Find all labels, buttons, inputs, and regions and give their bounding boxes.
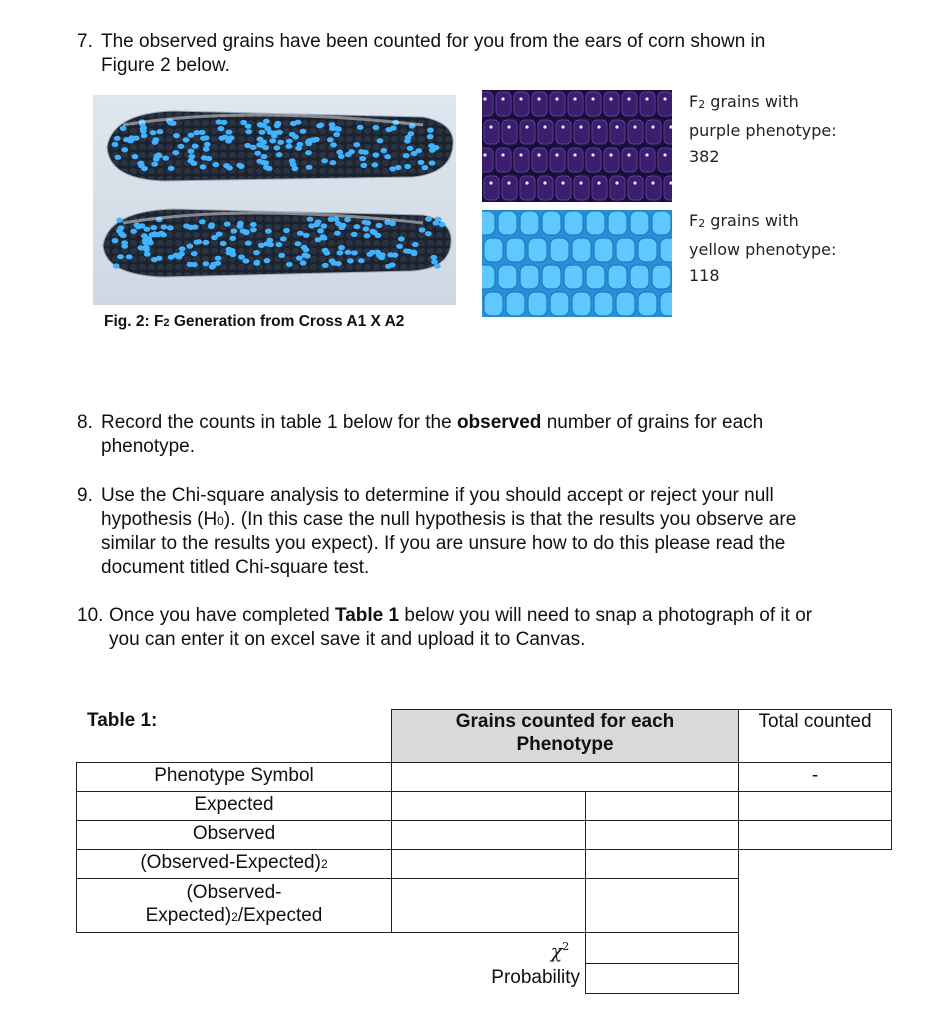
question-number: 8. <box>77 412 93 433</box>
question-text: you can enter it on excel save it and upload it to Canvas. <box>109 629 586 650</box>
question-text: Record the counts in table 1 below for the observed number of grains for each <box>101 412 764 433</box>
symbol-input-cell[interactable] <box>391 762 739 792</box>
purple-count-label <box>689 89 837 170</box>
grains-with-text: grains with <box>705 92 799 111</box>
observed-total-cell[interactable] <box>738 820 892 850</box>
grains-header-label: Grains counted for each Phenotype <box>455 711 675 755</box>
row-label-expected: Expected <box>194 794 274 815</box>
chi-square-cell[interactable] <box>585 932 739 964</box>
purple-count-value: 382 <box>689 147 720 166</box>
purple-kernels-photo <box>482 90 672 202</box>
yellow-count-value: 118 <box>689 266 720 285</box>
question-number: 10. <box>77 605 104 626</box>
expected-purple-cell[interactable] <box>391 791 586 821</box>
f-label: F <box>689 211 699 230</box>
oe2e-purple-cell[interactable] <box>391 878 586 933</box>
expected-total-cell[interactable] <box>738 791 892 821</box>
observed-purple-cell[interactable] <box>391 820 586 850</box>
row-label-observed: Observed <box>192 823 276 844</box>
question-number: 9. <box>77 485 93 506</box>
question-number: 7. <box>77 31 93 52</box>
f-subscript: 2 <box>698 98 706 111</box>
yellow-kernels-photo <box>482 210 672 317</box>
question-text: Once you have completed Table 1 below you will need to snap a photograph of it or <box>109 605 813 626</box>
table-title: Table 1: <box>87 710 158 731</box>
row-label-oe2e: (Observed- Expected)2/Expected <box>145 882 323 926</box>
yellow-count-label <box>689 208 836 289</box>
question-9 <box>77 484 897 584</box>
probability-cell[interactable] <box>585 963 739 994</box>
question-7 <box>77 30 877 80</box>
expected-yellow-cell[interactable] <box>585 791 739 821</box>
chi-square-label: $\chi^2$ <box>550 940 570 963</box>
question-text: similar to the results you expect). If you are unsure how to do this please read the <box>101 533 786 554</box>
question-text: hypothesis (H0). (In this case the null hypothesis is that the results you observe are <box>101 509 797 530</box>
oe2e-yellow-cell[interactable] <box>585 878 739 933</box>
corn-ears-photo <box>93 95 456 305</box>
row-label-symbol: Phenotype Symbol <box>154 765 314 786</box>
observed-yellow-cell[interactable] <box>585 820 739 850</box>
figure-caption: Fig. 2: F2 Generation from Cross A1 X A2 <box>104 313 405 330</box>
grains-with-text: grains with <box>705 211 799 230</box>
question-text: Figure 2 below. <box>101 55 230 76</box>
f-label: F <box>689 92 699 111</box>
question-text: document titled Chi-square test. <box>101 557 370 578</box>
symbol-total-value: - <box>811 765 819 786</box>
row-label-oe2: (Observed-Expected)2 <box>140 852 328 873</box>
question-8 <box>77 411 877 461</box>
oe2-yellow-cell[interactable] <box>585 849 739 879</box>
oe2-purple-cell[interactable] <box>391 849 586 879</box>
total-header-label: Total counted <box>758 711 872 732</box>
question-text: Use the Chi-square analysis to determine if you should accept or reject your null <box>101 485 774 506</box>
question-text: The observed grains have been counted for you from the ears of corn shown in <box>101 31 766 52</box>
question-10 <box>77 604 897 654</box>
probability-label: Probability <box>491 967 580 988</box>
phenotype-text: purple phenotype: <box>689 121 837 140</box>
f-subscript: 2 <box>698 217 706 230</box>
question-text: phenotype. <box>101 436 196 457</box>
phenotype-text: yellow phenotype: <box>689 240 837 259</box>
